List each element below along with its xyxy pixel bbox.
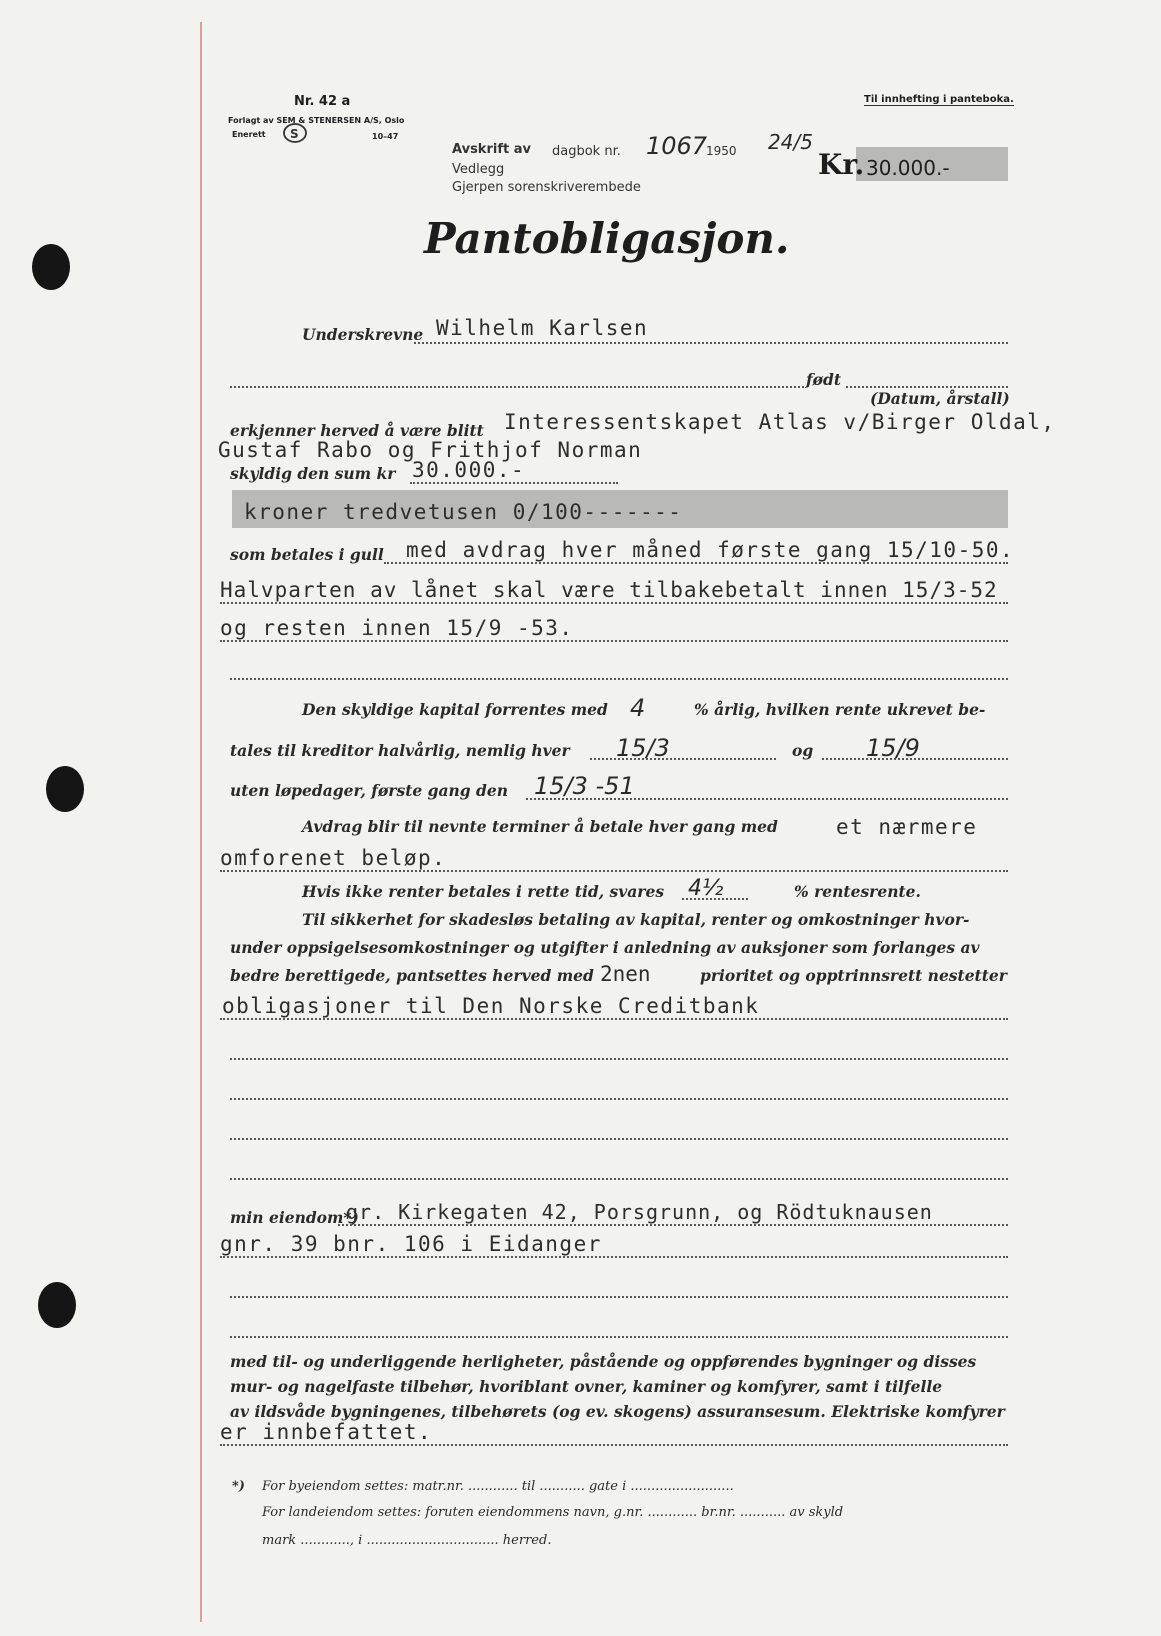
form-number: Nr. 42 a: [294, 94, 351, 109]
amount-value: 30.000.-: [866, 156, 950, 180]
closing-line-4: er innbefattet.: [220, 1420, 433, 1444]
footnote-line-2: For landeiendom settes: foruten eiendommens navn, g.nr. ............ br.nr. ........... av skyld: [262, 1505, 844, 1520]
penalty-prefix: Hvis ikke renter betales i rette tid, svares: [302, 882, 665, 901]
installment-value-1: et nærmere: [836, 815, 978, 839]
amount-label: Kr.: [818, 148, 865, 181]
property-text-1: gr. Kirkegaten 42, Porsgrunn, og Rödtuknausen: [346, 1200, 933, 1224]
pay-text-1: med avdrag hver måned første gang 15/10-50.: [406, 538, 1015, 562]
punch-hole-middle: [46, 766, 84, 812]
interest-suffix: % årlig, hvilken rente ukrevet be-: [694, 700, 986, 719]
born-hint: (Datum, årstall): [870, 389, 1010, 408]
owe-label: skyldig den sum kr: [230, 464, 396, 483]
term2: 15/9: [866, 734, 920, 762]
rights-line: Enerett: [232, 130, 266, 139]
property-text-2: gnr. 39 bnr. 106 i Eidanger: [220, 1232, 602, 1256]
stamp-journal-label: dagbok nr.: [552, 144, 621, 159]
closing-line-1: med til- og underliggende herligheter, påstående og oppførendes bygninger og disses: [230, 1352, 977, 1371]
first-date: 15/3 -51: [534, 772, 635, 800]
interest-prefix: Den skyldige kapital forrentes med: [302, 700, 608, 719]
creditor-line-1: Interessentskapet Atlas v/Birger Oldal,: [504, 410, 1056, 434]
document-title: Pantobligasjon.: [424, 214, 790, 263]
margin-rule: [200, 22, 202, 1622]
amount-words: kroner tredvetusen 0/100-------: [244, 500, 683, 524]
penalty-suffix: % rentesrente.: [794, 882, 921, 901]
property-line-2: [220, 1256, 1008, 1258]
blank-line-2: [230, 1098, 1008, 1100]
installment-line: [220, 870, 1008, 872]
installment-text: Avdrag blir til nevnte terminer å betale hver gang med: [302, 817, 778, 836]
stamp-attachment: Vedlegg: [452, 162, 505, 177]
prior-debt: obligasjoner til Den Norske Creditbank: [222, 994, 760, 1018]
property-line-1: [338, 1224, 1008, 1226]
footnote-line-3: mark ............, i ................................ herred.: [262, 1533, 552, 1548]
pay-line-4: [230, 678, 1008, 680]
pay-line-3: [220, 640, 1008, 642]
security-line-3b: prioritet og opptrinnsrett nestetter: [700, 966, 1007, 985]
pay-text-3: og resten innen 15/9 -53.: [220, 616, 574, 640]
closing-line-3: av ildsvåde bygningenes, tilbehørets (og ev. skogens) assuransesum. Elektriske komfyrer: [230, 1402, 1005, 1421]
pay-line-2: [220, 602, 1008, 604]
penalty-rate: 4½: [688, 876, 724, 901]
interest-rate: 4: [630, 694, 646, 722]
binding-note: Til innhefting i panteboka.: [864, 94, 1014, 105]
stamp-transcript: Avskrift av: [452, 142, 531, 157]
security-line-1: Til sikkerhet for skadesløs betaling av kapital, renter og omkostninger hvor-: [302, 910, 970, 929]
stamp-journal-number: 1067: [646, 132, 708, 160]
stamp-year: 1950: [706, 144, 737, 158]
blank-line-6: [230, 1336, 1008, 1338]
publisher-logo-icon: [282, 122, 308, 144]
creditor-line-2: Gustaf Rabo og Frithjof Norman: [218, 438, 643, 462]
blank-line-3: [230, 1138, 1008, 1140]
term1: 15/3: [616, 734, 670, 762]
form-date: 10–47: [372, 132, 399, 141]
pay-line-1: [384, 562, 1008, 564]
security-line-3a: bedre berettigede, pantsettes herved med: [230, 966, 594, 985]
punch-hole-top: [32, 244, 70, 290]
pay-to-prefix: tales til kreditor halvårlig, nemlig hver: [230, 741, 570, 760]
publisher-line: Forlagt av SEM & STENERSEN A/S, Oslo: [228, 116, 405, 125]
owe-amount: 30.000.-: [412, 458, 526, 482]
property-label: min eiendom*): [230, 1208, 359, 1227]
blank-line-1: [230, 1058, 1008, 1060]
undersigned-name: Wilhelm Karlsen: [436, 316, 649, 340]
installment-value-2: omforenet beløp.: [220, 846, 447, 870]
prior-debt-line: [220, 1018, 1008, 1020]
first-prefix: uten løpedager, første gang den: [230, 781, 508, 800]
closing-line-2: mur- og nagelfaste tilbehør, hvoriblant ovner, kaminer og komfyrer, samt i tilfelle: [230, 1377, 943, 1396]
acknowledge-label: erkjenner herved å være blitt: [230, 421, 484, 440]
born-label: født: [806, 370, 842, 389]
born-date-line: [846, 386, 1008, 388]
pay-text-2: Halvparten av lånet skal være tilbakebetalt innen 15/3-52: [220, 578, 998, 602]
blank-line-4: [230, 1178, 1008, 1180]
stamp-date: 24/5: [768, 130, 813, 154]
pay-label: som betales i gull: [230, 545, 384, 564]
footnote-mark: *): [232, 1479, 245, 1494]
blank-line-5: [230, 1296, 1008, 1298]
footnote-line-1: For byeiendom settes: matr.nr. ............ til ........... gate i .........................: [262, 1479, 734, 1494]
svg-text:S: S: [290, 127, 299, 141]
undersigned-label: Underskrevne: [302, 325, 424, 344]
priority: 2nen: [600, 962, 651, 986]
undersigned-line: [414, 342, 1008, 344]
security-line-2: under oppsigelsesomkostninger og utgifter i anledning av auksjoner som forlanges av: [230, 938, 980, 957]
stamp-court: Gjerpen sorenskriverembede: [452, 180, 641, 195]
born-line: [230, 386, 804, 388]
term-and: og: [792, 741, 814, 760]
punch-hole-bottom: [38, 1282, 76, 1328]
owe-line: [410, 482, 618, 484]
closing-line-4-rule: [220, 1444, 1008, 1446]
